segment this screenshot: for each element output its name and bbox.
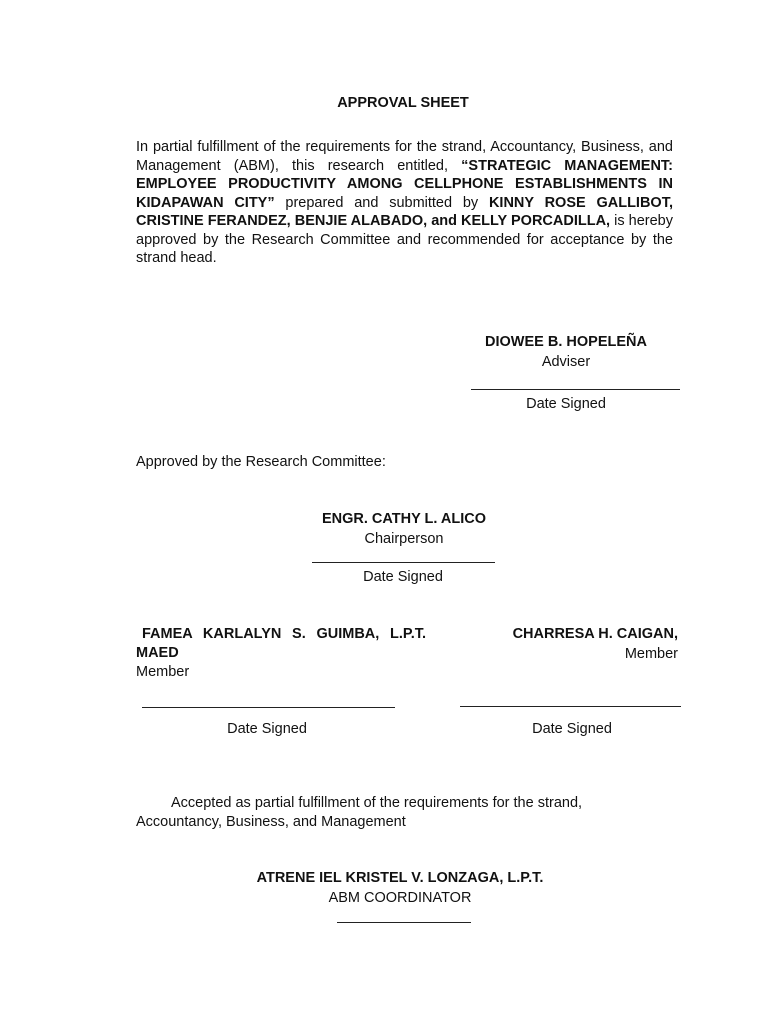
member1-block [136,625,426,682]
member2-role: Member [624,645,678,662]
member2-block [460,625,678,663]
adviser-name: DIOWEE B. HOPELEÑA [485,334,647,350]
member2-date-label: Date Signed [532,721,612,737]
chairperson-role: Chairperson [364,530,444,547]
research-title: “STRATEGIC MANAGEMENT: EMPLOYEE PRODUCTIVITY AMONG CELLPHONE ESTABLISHMENTS IN KIDAPAWAN CITY” [136,157,673,211]
adviser-block [456,333,676,371]
acceptance-text [136,794,676,831]
committee-heading: Approved by the Research Committee: [136,454,386,470]
intro-paragraph [136,138,673,268]
member2-name: CHARRESA H. CAIGAN, [512,626,678,642]
coordinator-signature-line [337,922,471,923]
chairperson-signature-line [312,562,495,563]
intro-text-2: prepared and submitted by [274,194,489,211]
member1-name-continued: MAED [136,644,179,661]
member1-signature-line [142,707,395,708]
chairperson-name: ENGR. CATHY L. ALICO [321,511,487,527]
chairperson-date-label: Date Signed [363,569,443,585]
acceptance-line-2: Accountancy, Business, and Management [136,813,406,830]
acceptance-line-1: Accepted as partial fulfillment of the requirements for the strand, [171,795,583,811]
coordinator-name: ATRENE IEL KRISTEL V. LONZAGA, L.P.T. [256,870,544,886]
intro-text-3: is hereby approved by the Research Committee and recommended for acceptance by the strand head. [136,213,673,266]
member1-role: Member [136,664,190,680]
intro-text-1: In partial fulfillment of the requirements for the strand, Accountancy, Business, and Management (ABM), this research entitled, [136,139,673,174]
member1-name: FAMEA KARLALYN S. GUIMBA, L.P.T. [142,626,426,642]
member2-signature-line [460,706,681,707]
coordinator-block [200,869,600,907]
adviser-role: Adviser [541,353,591,370]
member1-date-label: Date Signed [227,721,307,737]
adviser-signature-line [471,389,680,390]
adviser-date-label: Date Signed [526,396,606,412]
author-names: KINNY ROSE GALLIBOT, CRISTINE FERANDEZ, BENJIE ALABADO, and KELLY PORCADILLA, [136,194,673,229]
chairperson-block [254,510,554,548]
coordinator-role: ABM COORDINATOR [328,889,472,906]
page-title: APPROVAL SHEET [337,95,469,111]
